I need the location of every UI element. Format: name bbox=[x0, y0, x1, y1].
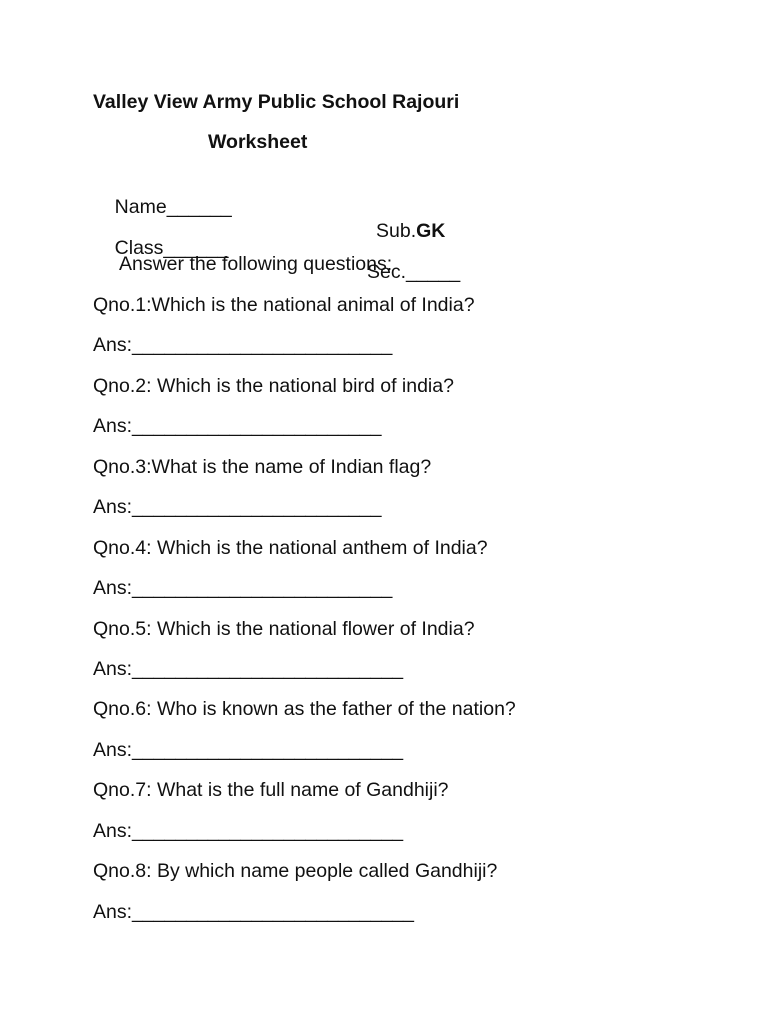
answer-line-2: Ans:_______________________ bbox=[93, 415, 382, 437]
question-7: Qno.7: What is the full name of Gandhiji? bbox=[93, 779, 449, 801]
answer-line-5: Ans:_________________________ bbox=[93, 658, 404, 680]
name-field-label: Name______ bbox=[114, 196, 232, 218]
answer-line-7: Ans:_________________________ bbox=[93, 820, 404, 842]
question-6: Qno.6: Who is known as the father of the nation? bbox=[93, 698, 516, 720]
question-4: Qno.4: Which is the national anthem of India? bbox=[93, 537, 488, 559]
answer-line-8: Ans:__________________________ bbox=[93, 901, 414, 923]
subject-value: GK bbox=[416, 220, 446, 242]
question-3: Qno.3:What is the name of Indian flag? bbox=[93, 456, 432, 478]
class-field-label: Class______ bbox=[114, 237, 229, 259]
question-5: Qno.5: Which is the national flower of India? bbox=[93, 618, 475, 640]
worksheet-title: Worksheet bbox=[208, 131, 308, 153]
school-name: Valley View Army Public School Rajouri bbox=[93, 91, 460, 113]
question-8: Qno.8: By which name people called Gandhiji? bbox=[93, 860, 498, 882]
question-1: Qno.1:Which is the national animal of India? bbox=[93, 294, 475, 316]
answer-line-1: Ans:________________________ bbox=[93, 334, 393, 356]
instruction-text: Answer the following questions: bbox=[119, 253, 393, 275]
subject-field bbox=[376, 219, 445, 243]
question-2: Qno.2: Which is the national bird of india? bbox=[93, 375, 454, 397]
answer-line-4: Ans:________________________ bbox=[93, 577, 393, 599]
section-field-label: Sec._____ bbox=[367, 261, 461, 283]
answer-line-3: Ans:_______________________ bbox=[93, 496, 382, 518]
answer-line-6: Ans:_________________________ bbox=[93, 739, 404, 761]
subject-label: Sub. bbox=[376, 220, 417, 242]
